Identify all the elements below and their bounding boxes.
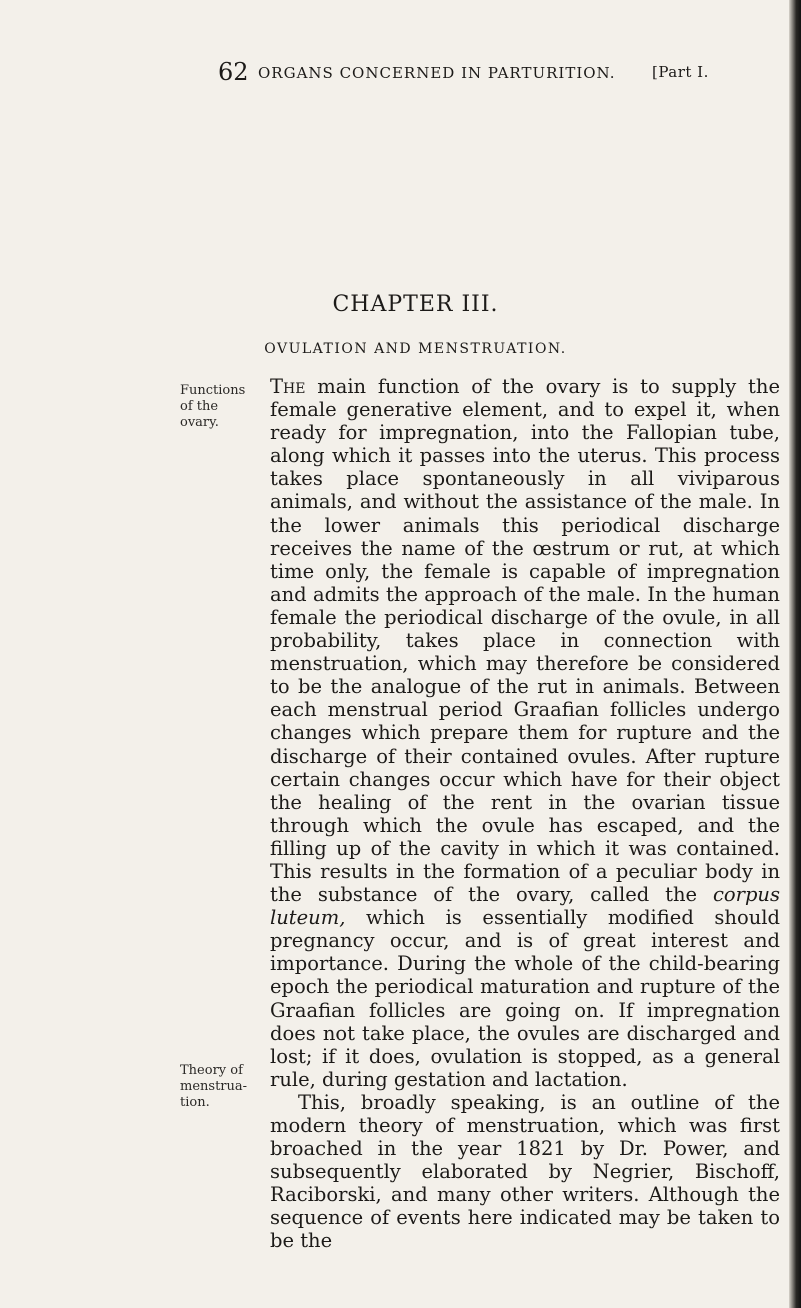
paragraph-lead-word: The xyxy=(270,375,306,398)
corpus-luteum-term: corpus luteum, xyxy=(270,883,780,930)
margin-note-functions-of-ovary: Functions of the ovary. xyxy=(180,383,246,430)
paragraph-menstruation-theory: This, broadly speaking, is an outline of the modern theory of menstruation, which was first broached in the year 1821 by Dr. Power, and subsequently elaborated by Negrier, Bischoff, Raciborski, and many other writers. Although the sequence of events here indicated may be taken to be the xyxy=(270,1090,780,1253)
part-label: [Part I. xyxy=(652,63,709,81)
running-head: ORGANS CONCERNED IN PARTURITION. xyxy=(258,64,616,82)
chapter-title: CHAPTER III. xyxy=(332,292,499,317)
body-text xyxy=(270,375,780,1253)
paragraph-text: main function of the ovary is to supply the female generative element, and to expel it, when ready for impregnation, into the Fallopian tube, along which it passes into the uterus. This process takes place spontaneously in all viviparous animals, and without the assistance of the male. In the lower animals this periodical discharge receives the name of the œstrum or rut, at which time only, the female is capable of impregnation and admits the approach of the male. In the human female the periodical discharge of the ovule, in all probability, takes place in connection with menstruation, which may therefore be considered to be the analogue of the rut in animals. Between each menstrual period Graafian follicles undergo changes which prepare them for rupture and the discharge of their contained ovules. After rupture certain changes occur which have for their object the healing of the rent in the ovarian tissue through which the ovule has escaped, and the filling up of the cavity in which it was contained. This results in the formation of a peculiar body in the substance of the ovary, called the xyxy=(270,375,780,907)
chapter-subtitle: OVULATION AND MENSTRUATION. xyxy=(264,341,567,357)
page-edge-shadow xyxy=(789,0,801,1308)
margin-note-theory-of-menstruation: Theory of menstrua-tion. xyxy=(180,1063,248,1110)
paragraph-text-end: which is essentially modified should pregnancy occur, and is of great interest and importance. During the whole of the child-bearing epoch the periodical maturation and rupture of the Graafian follicles are going on. If impregnation does not take place, the ovules are discharged and lost; if it does, ovulation is stopped, as a general rule, during gestation and lactation. xyxy=(270,906,780,1091)
page-header xyxy=(0,58,801,88)
paragraph-ovary-function xyxy=(270,375,780,1091)
page-number: 62 xyxy=(218,58,249,86)
